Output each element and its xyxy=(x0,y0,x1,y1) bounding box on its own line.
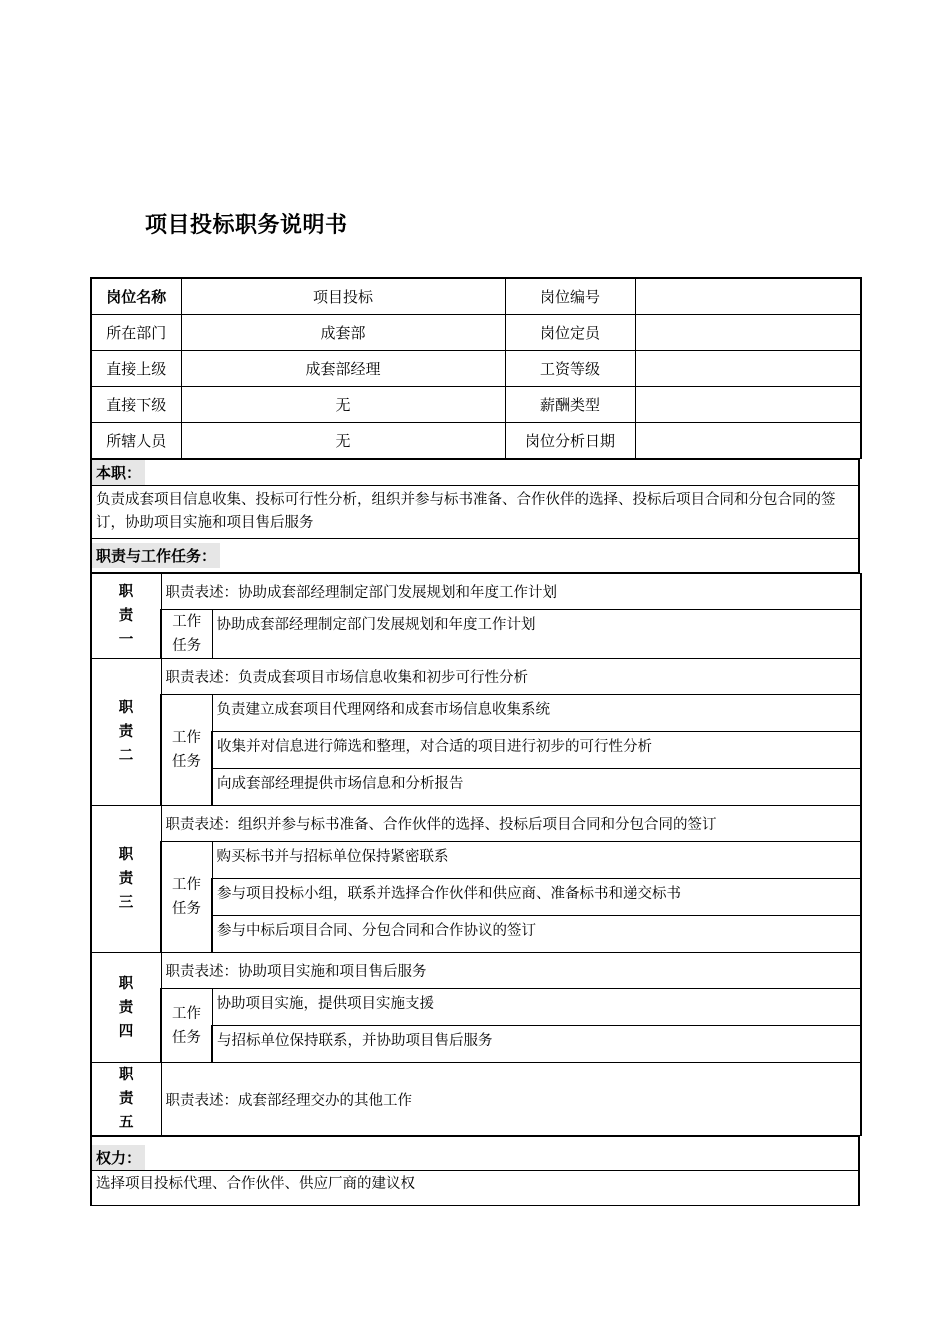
role-text: 负责成套项目信息收集、投标可行性分析，组织并参与标书准备、合作伙伴的选择、投标后项目合同和分包合同的签订，协助项目实施和项目售后服务 xyxy=(96,492,836,531)
info-row xyxy=(91,315,861,351)
duty-statement: 职责表述：组织并参与标书准备、合作伙伴的选择、投标后项目合同和分包合同的签订 xyxy=(161,806,861,842)
task-row xyxy=(91,610,861,659)
task-label: 工作 任务 xyxy=(161,610,212,659)
info-value xyxy=(635,278,861,315)
info-label: 岗位定员 xyxy=(505,315,635,351)
task-item: 购买标书并与招标单位保持紧密联系 xyxy=(212,842,861,879)
page-title: 项目投标职务说明书 xyxy=(145,213,348,238)
info-label: 所在部门 xyxy=(91,315,181,351)
info-label: 岗位名称 xyxy=(91,278,181,315)
job-description-form xyxy=(90,277,860,1206)
info-label: 岗位分析日期 xyxy=(505,423,635,459)
duty-statement: 职责表述：协助项目实施和项目售后服务 xyxy=(161,953,861,989)
info-value xyxy=(635,351,861,387)
task-item: 负责建立成套项目代理网络和成套市场信息收集系统 xyxy=(212,695,861,732)
task-item: 参与项目投标小组，联系并选择合作伙伴和供应商、准备标书和递交标书 xyxy=(212,879,861,916)
duty-statement: 职责表述：协助成套部经理制定部门发展规划和年度工作计划 xyxy=(161,574,861,610)
duty-label-3: 职 责 三 xyxy=(91,806,161,953)
task-row xyxy=(91,842,861,879)
duties-table xyxy=(90,573,862,1136)
duty-label-2: 职 责 二 xyxy=(91,659,161,806)
duty-row xyxy=(91,806,861,842)
task-item: 协助项目实施，提供项目实施支援 xyxy=(212,989,861,1026)
info-value: 无 xyxy=(181,387,505,423)
info-value: 项目投标 xyxy=(181,278,505,315)
task-item: 协助成套部经理制定部门发展规划和年度工作计划 xyxy=(212,610,861,659)
info-label: 岗位编号 xyxy=(505,278,635,315)
role-heading: 本职： xyxy=(92,460,145,485)
task-label: 工作 任务 xyxy=(161,695,212,806)
duty-row xyxy=(91,659,861,695)
basic-info-table xyxy=(90,277,862,459)
task-item: 与招标单位保持联系，并协助项目售后服务 xyxy=(212,1026,861,1063)
info-value: 成套部经理 xyxy=(181,351,505,387)
duty-statement: 职责表述：成套部经理交办的其他工作 xyxy=(161,1063,861,1136)
info-row xyxy=(91,387,861,423)
power-section xyxy=(90,1136,860,1206)
task-item: 收集并对信息进行筛选和整理，对合适的项目进行初步的可行性分析 xyxy=(212,732,861,769)
task-item: 参与中标后项目合同、分包合同和合作协议的签订 xyxy=(212,916,861,953)
info-row xyxy=(91,278,861,315)
info-row xyxy=(91,423,861,459)
task-item: 向成套部经理提供市场信息和分析报告 xyxy=(212,769,861,806)
info-label: 薪酬类型 xyxy=(505,387,635,423)
duties-heading: 职责与工作任务： xyxy=(92,543,220,568)
info-row xyxy=(91,351,861,387)
duty-row xyxy=(91,574,861,610)
info-label: 工资等级 xyxy=(505,351,635,387)
power-heading: 权力： xyxy=(92,1145,145,1170)
info-value: 无 xyxy=(181,423,505,459)
info-label: 直接下级 xyxy=(91,387,181,423)
duty-label-1: 职 责 一 xyxy=(91,574,161,659)
duty-row xyxy=(91,1063,861,1136)
info-label: 所辖人员 xyxy=(91,423,181,459)
task-label: 工作 任务 xyxy=(161,989,212,1063)
info-value xyxy=(635,423,861,459)
info-value: 成套部 xyxy=(181,315,505,351)
duty-label-4: 职 责 四 xyxy=(91,953,161,1063)
info-value xyxy=(635,315,861,351)
task-row xyxy=(91,695,861,732)
duty-label-5: 职 责 五 xyxy=(91,1063,161,1136)
role-section xyxy=(90,459,860,573)
duty-row xyxy=(91,953,861,989)
task-label: 工作 任务 xyxy=(161,842,212,953)
task-row xyxy=(91,989,861,1026)
info-value xyxy=(635,387,861,423)
duty-statement: 职责表述：负责成套项目市场信息收集和初步可行性分析 xyxy=(161,659,861,695)
info-label: 直接上级 xyxy=(91,351,181,387)
power-text: 选择项目投标代理、合作伙伴、供应厂商的建议权 xyxy=(96,1176,415,1192)
